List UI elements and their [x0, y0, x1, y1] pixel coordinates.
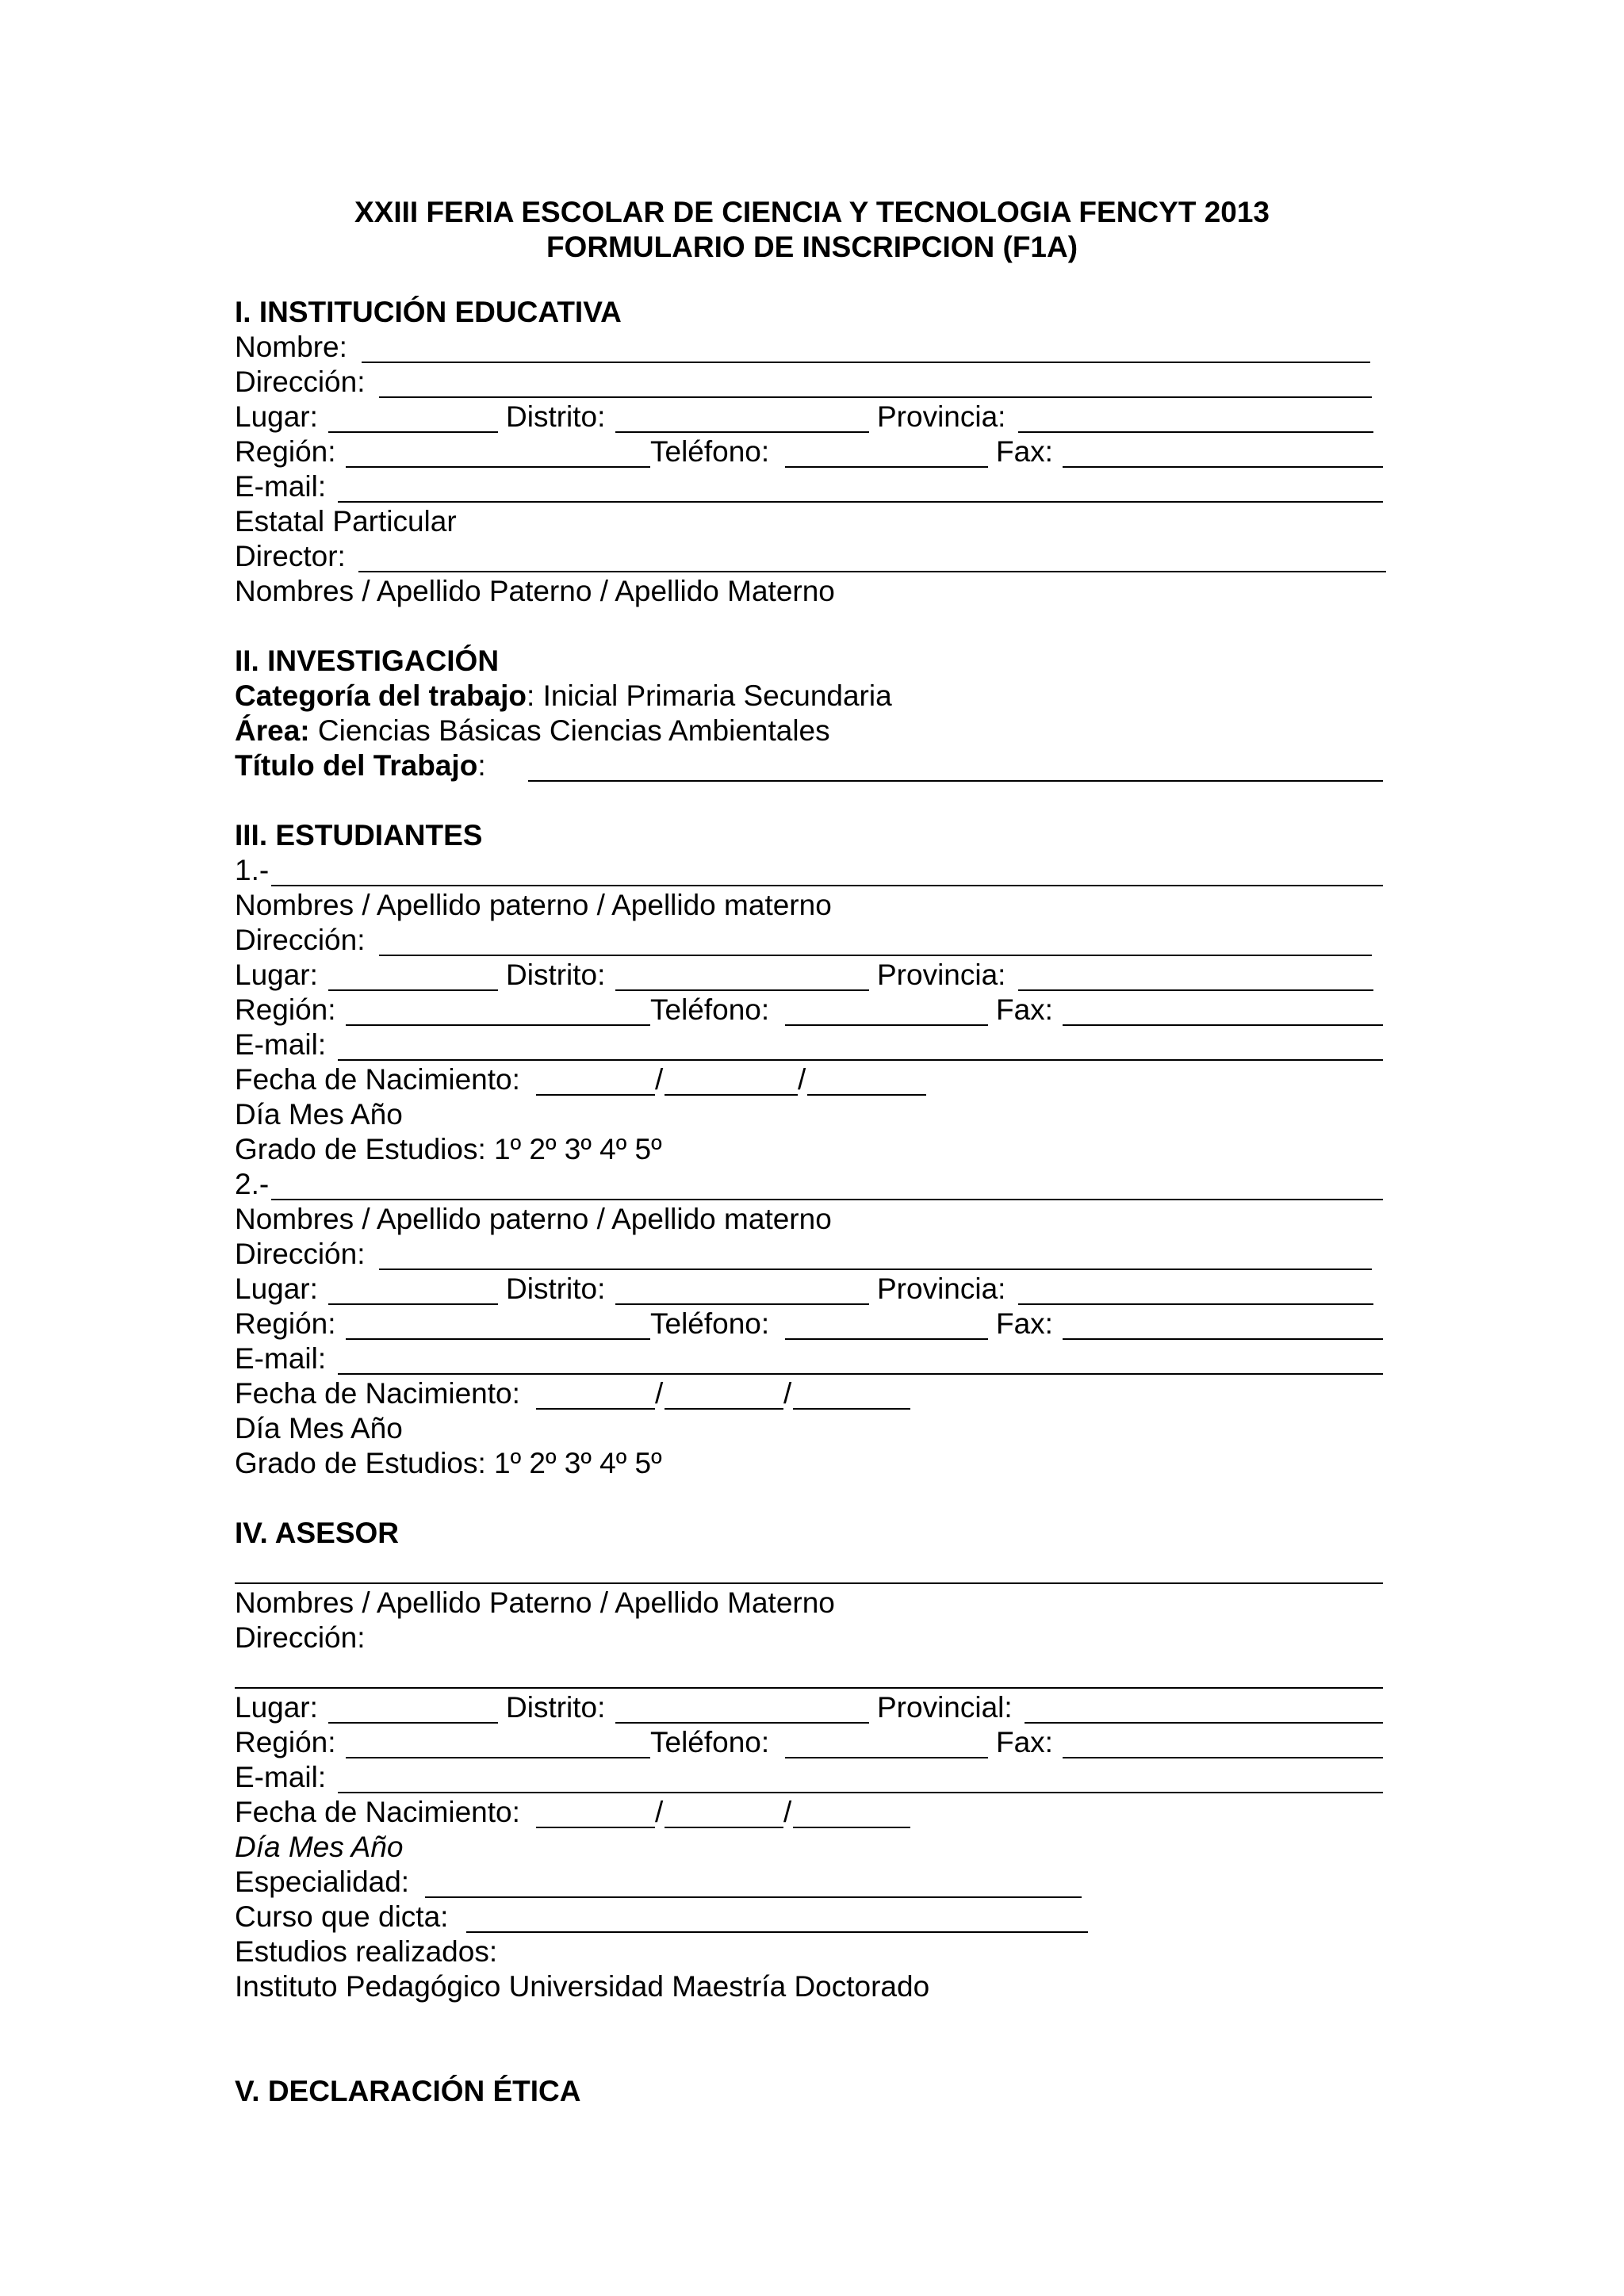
student-1-nombre-field[interactable]: [271, 885, 1383, 886]
student-1-fecha-hint: Día Mes Año: [235, 1098, 403, 1131]
student-1-dia-field[interactable]: [536, 1094, 655, 1096]
label-nombre: Nombre:: [235, 331, 347, 363]
asesor-label-email: E-mail:: [235, 1761, 327, 1793]
student-2-mes-field[interactable]: [665, 1408, 783, 1410]
label-telefono: Teléfono:: [650, 435, 770, 468]
student-1-direccion-field[interactable]: [379, 955, 1372, 956]
asesor-fax-field[interactable]: [1063, 1757, 1383, 1758]
institucion-nombre-field[interactable]: [362, 362, 1370, 363]
student-2-lugar-field[interactable]: [328, 1303, 498, 1305]
label-director: Director:: [235, 540, 346, 572]
label-distrito: Distrito:: [506, 400, 606, 433]
asesor-nombre-field[interactable]: [235, 1582, 1383, 1584]
asesor-label-lugar: Lugar:: [235, 1691, 318, 1724]
area-row[interactable]: [235, 714, 830, 748]
student-1-lugar-field[interactable]: [328, 989, 498, 991]
form-subtitle: FORMULARIO DE INSCRIPCION (F1A): [546, 231, 1078, 263]
student-2-grado-options[interactable]: Grado de Estudios: 1º 2º 3º 4º 5º: [235, 1447, 662, 1479]
student-2-distrito-field[interactable]: [615, 1303, 869, 1305]
titulo-colon: :: [477, 749, 486, 782]
label-area: Área:: [235, 714, 310, 747]
student-1-telefono-field[interactable]: [785, 1024, 988, 1026]
asesor-label-fecha: Fecha de Nacimiento:: [235, 1796, 520, 1828]
student-2-region-field[interactable]: [346, 1338, 650, 1340]
asesor-curso-field[interactable]: [466, 1931, 1088, 1933]
student-1-label-lugar: Lugar:: [235, 959, 318, 991]
student-2-name-hint: Nombres / Apellido paterno / Apellido materno: [235, 1203, 832, 1235]
date-separator: /: [655, 1377, 664, 1410]
student-1-label-email: E-mail:: [235, 1028, 327, 1061]
student-2-label-fax: Fax:: [996, 1307, 1053, 1340]
form-title: XXIII FERIA ESCOLAR DE CIENCIA Y TECNOLOGIA FENCYT 2013: [354, 196, 1270, 228]
asesor-label-telefono: Teléfono:: [650, 1726, 770, 1758]
institucion-direccion-field[interactable]: [379, 396, 1372, 398]
institucion-fax-field[interactable]: [1063, 466, 1383, 468]
titulo-row: [235, 748, 486, 783]
categoria-row[interactable]: [235, 679, 892, 714]
asesor-email-field[interactable]: [338, 1792, 1383, 1793]
label-titulo: Título del Trabajo: [235, 749, 478, 782]
asesor-name-hint: Nombres / Apellido Paterno / Apellido Materno: [235, 1586, 835, 1619]
institucion-provincia-field[interactable]: [1018, 431, 1373, 433]
asesor-estudios-options[interactable]: Instituto Pedagógico Universidad Maestría Doctorado: [235, 1970, 930, 2003]
student-1-email-field[interactable]: [338, 1059, 1383, 1061]
label-lugar: Lugar:: [235, 400, 318, 433]
student-1-fax-field[interactable]: [1063, 1024, 1383, 1026]
asesor-lugar-field[interactable]: [328, 1722, 498, 1724]
institucion-region-field[interactable]: [346, 466, 650, 468]
student-2-fecha-hint: Día Mes Año: [235, 1412, 403, 1445]
student-1-label-region: Región:: [235, 993, 336, 1026]
label-provincia: Provincia:: [877, 400, 1006, 433]
label-fax: Fax:: [996, 435, 1053, 468]
gestion-options[interactable]: Estatal Particular: [235, 505, 457, 538]
date-separator: /: [655, 1063, 664, 1096]
student-1-label-provincia: Provincia:: [877, 959, 1006, 991]
section-heading-investigacion: II. INVESTIGACIÓN: [235, 645, 500, 677]
label-categoria: Categoría del trabajo: [235, 679, 527, 712]
institucion-lugar-field[interactable]: [328, 431, 498, 433]
area-options[interactable]: Ciencias Básicas Ciencias Ambientales: [309, 714, 830, 747]
student-2-label-region: Región:: [235, 1307, 336, 1340]
label-direccion: Dirección:: [235, 365, 366, 398]
student-1-name-hint: Nombres / Apellido paterno / Apellido materno: [235, 889, 832, 921]
director-name-hint: Nombres / Apellido Paterno / Apellido Materno: [235, 575, 835, 607]
asesor-dia-field[interactable]: [536, 1827, 655, 1828]
student-2-label-email: E-mail:: [235, 1342, 327, 1375]
date-separator: /: [798, 1063, 806, 1096]
asesor-label-estudios: Estudios realizados:: [235, 1935, 498, 1968]
asesor-label-curso: Curso que dicta:: [235, 1900, 449, 1933]
date-separator: /: [655, 1796, 664, 1828]
section-heading-estudiantes: III. ESTUDIANTES: [235, 819, 483, 851]
titulo-field[interactable]: [528, 780, 1383, 782]
asesor-label-distrito: Distrito:: [506, 1691, 606, 1724]
section-heading-declaracion: V. DECLARACIÓN ÉTICA: [235, 2075, 581, 2107]
asesor-region-field[interactable]: [346, 1757, 650, 1758]
student-1-mes-field[interactable]: [665, 1094, 798, 1096]
asesor-label-region: Región:: [235, 1726, 336, 1758]
asesor-distrito-field[interactable]: [615, 1722, 869, 1724]
student-2-label-provincia: Provincia:: [877, 1272, 1006, 1305]
asesor-label-especialidad: Especialidad:: [235, 1866, 410, 1898]
student-2-anio-field[interactable]: [793, 1408, 910, 1410]
student-2-dia-field[interactable]: [536, 1408, 655, 1410]
student-2-label-lugar: Lugar:: [235, 1272, 318, 1305]
student-2-label-distrito: Distrito:: [506, 1272, 606, 1305]
asesor-especialidad-field[interactable]: [425, 1896, 1082, 1898]
asesor-provincial-field[interactable]: [1025, 1722, 1383, 1724]
student-1-distrito-field[interactable]: [615, 989, 869, 991]
label-email: E-mail:: [235, 470, 327, 503]
student-1-provincia-field[interactable]: [1018, 989, 1373, 991]
student-1-region-field[interactable]: [346, 1024, 650, 1026]
student-1-number: 1.-: [235, 854, 270, 886]
section-heading-institucion: I. INSTITUCIÓN EDUCATIVA: [235, 296, 622, 328]
asesor-direccion-field[interactable]: [235, 1687, 1383, 1689]
student-1-label-direccion: Dirección:: [235, 924, 366, 956]
asesor-fecha-hint: Día Mes Año: [235, 1831, 404, 1863]
asesor-label-fax: Fax:: [996, 1726, 1053, 1758]
student-2-fax-field[interactable]: [1063, 1338, 1383, 1340]
date-separator: /: [783, 1796, 792, 1828]
asesor-anio-field[interactable]: [793, 1827, 910, 1828]
institucion-email-field[interactable]: [338, 501, 1383, 503]
student-1-grado-options[interactable]: Grado de Estudios: 1º 2º 3º 4º 5º: [235, 1133, 662, 1165]
student-1-label-fax: Fax:: [996, 993, 1053, 1026]
section-heading-asesor: IV. ASESOR: [235, 1517, 400, 1549]
student-1-label-distrito: Distrito:: [506, 959, 606, 991]
student-2-nombre-field[interactable]: [271, 1199, 1383, 1200]
label-region: Región:: [235, 435, 336, 468]
student-2-provincia-field[interactable]: [1018, 1303, 1373, 1305]
student-2-email-field[interactable]: [338, 1373, 1383, 1375]
student-1-anio-field[interactable]: [807, 1094, 926, 1096]
asesor-mes-field[interactable]: [665, 1827, 783, 1828]
student-2-number: 2.-: [235, 1168, 270, 1200]
date-separator: /: [783, 1377, 792, 1410]
student-1-label-fecha: Fecha de Nacimiento:: [235, 1063, 520, 1096]
student-2-direccion-field[interactable]: [379, 1269, 1372, 1270]
asesor-label-provincial: Provincial:: [877, 1691, 1013, 1724]
student-2-label-direccion: Dirección:: [235, 1238, 366, 1270]
student-2-label-telefono: Teléfono:: [650, 1307, 770, 1340]
institucion-distrito-field[interactable]: [615, 431, 869, 433]
categoria-options[interactable]: : Inicial Primaria Secundaria: [527, 679, 892, 712]
student-2-telefono-field[interactable]: [785, 1338, 988, 1340]
institucion-telefono-field[interactable]: [785, 466, 988, 468]
asesor-label-direccion: Dirección:: [235, 1621, 366, 1654]
student-1-label-telefono: Teléfono:: [650, 993, 770, 1026]
director-field[interactable]: [358, 571, 1386, 572]
asesor-telefono-field[interactable]: [785, 1757, 988, 1758]
student-2-label-fecha: Fecha de Nacimiento:: [235, 1377, 520, 1410]
